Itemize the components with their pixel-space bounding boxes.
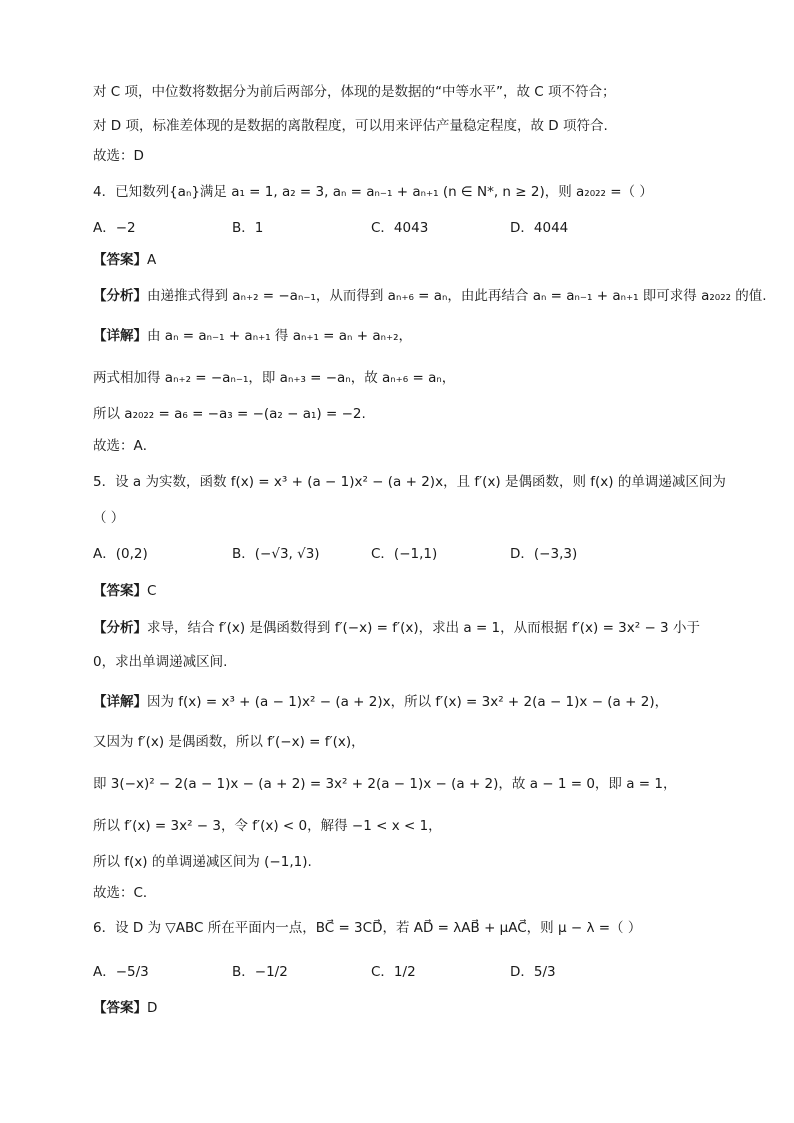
answer-tag: 【答案】: [93, 583, 147, 599]
q5-detail: [93, 692, 668, 712]
q5-detail-2: 又因为 f′(x) 是偶函数，所以 f′(−x) = f′(x)，: [93, 734, 365, 750]
q5-detail-3: 即 3(−x)² − 2(a − 1)x − (a + 2) = 3x² + 2(a − 1)x − (a + 2)，故 a − 1 = 0，即 a = 1，: [93, 776, 677, 792]
line-c-item: 对 C 项，中位数将数据分为前后两部分，体现的是数据的“中等水平”，故 C 项不符合；: [93, 84, 616, 100]
q6-option-d: D．5/3: [510, 964, 556, 980]
q4-analysis: [93, 286, 767, 306]
q5-option-a: A．(0,2): [93, 546, 148, 562]
detail-text: 因为 f(x) = x³ + (a − 1)x² − (a + 2)x，所以 f′(x) = 3x² + 2(a − 1)x − (a + 2)，: [147, 694, 669, 710]
analysis-tag: 【分析】: [93, 620, 147, 636]
q4-option-b: B．1: [232, 220, 264, 236]
q5-paren: （ ）: [93, 510, 125, 526]
line-d-item: 对 D 项，标准差体现的是数据的离散程度，可以用来评估产量稳定程度，故 D 项符合.: [93, 118, 608, 134]
answer-value: C: [147, 583, 157, 599]
q6-option-b: B．−1/2: [232, 964, 288, 980]
q4-option-a: A．−2: [93, 220, 136, 236]
detail-tag: 【详解】: [93, 694, 147, 710]
q5-analysis-2: 0，求出单调递减区间.: [93, 654, 228, 670]
analysis-text: 求导，结合 f′(x) 是偶函数得到 f′(−x) = f′(x)，求出 a = 1，从而根据 f′(x) = 3x² − 3 小于: [147, 620, 700, 636]
question-6: 6．设 D 为 ▽ABC 所在平面内一点，BC⃗ = 3CD⃗，若 AD⃗ = λAB⃗ + μAC⃗，则 μ − λ =（ ）: [93, 920, 642, 936]
q5-option-c: C．(−1,1): [371, 546, 438, 562]
q6-answer: [93, 998, 157, 1018]
analysis-text: 由递推式得到 aₙ₊₂ = −aₙ₋₁，从而得到 aₙ₊₆ = aₙ，由此再结合 aₙ = aₙ₋₁ + aₙ₊₁ 即可求得 a₂₀₂₂ 的值.: [147, 288, 767, 304]
question-4: 4．已知数列{aₙ}满足 a₁ = 1, a₂ = 3, aₙ = aₙ₋₁ + aₙ₊₁ (n ∈ N*, n ≥ 2)，则 a₂₀₂₂ =（ ）: [93, 184, 653, 200]
line-choice-d: 故选：D: [93, 148, 144, 164]
q4-detail-3: 所以 a₂₀₂₂ = a₆ = −a₃ = −(a₂ − a₁) = −2.: [93, 406, 366, 422]
detail-tag: 【详解】: [93, 328, 147, 344]
q4-detail-4: 故选：A．: [93, 438, 157, 454]
answer-value: A: [147, 252, 157, 268]
q4-detail: [93, 326, 412, 346]
q5-detail-5: 所以 f(x) 的单调递减区间为 (−1,1).: [93, 854, 312, 870]
q4-answer: [93, 250, 156, 270]
question-5: 5．设 a 为实数，函数 f(x) = x³ + (a − 1)x² − (a + 2)x，且 f′(x) 是偶函数，则 f(x) 的单调递减区间为: [93, 474, 726, 490]
q4-option-c: C．4043: [371, 220, 429, 236]
q4-detail-2: 两式相加得 aₙ₊₂ = −aₙ₋₁，即 aₙ₊₃ = −aₙ，故 aₙ₊₆ = aₙ，: [93, 370, 456, 386]
q6-option-a: A．−5/3: [93, 964, 149, 980]
q6-option-c: C．1/2: [371, 964, 416, 980]
answer-tag: 【答案】: [93, 1000, 147, 1016]
q5-detail-4: 所以 f′(x) = 3x² − 3，令 f′(x) < 0，解得 −1 < x < 1，: [93, 818, 442, 834]
answer-value: D: [147, 1000, 158, 1016]
q5-answer: [93, 581, 156, 601]
answer-tag: 【答案】: [93, 252, 147, 268]
q5-option-d: D．(−3,3): [510, 546, 578, 562]
q4-option-d: D．4044: [510, 220, 569, 236]
analysis-tag: 【分析】: [93, 288, 147, 304]
q5-detail-6: 故选：C．: [93, 885, 157, 901]
q5-option-b: B．(−√3, √3): [232, 546, 320, 562]
q5-analysis: [93, 618, 700, 638]
detail-text: 由 aₙ = aₙ₋₁ + aₙ₊₁ 得 aₙ₊₁ = aₙ + aₙ₊₂，: [147, 328, 413, 344]
